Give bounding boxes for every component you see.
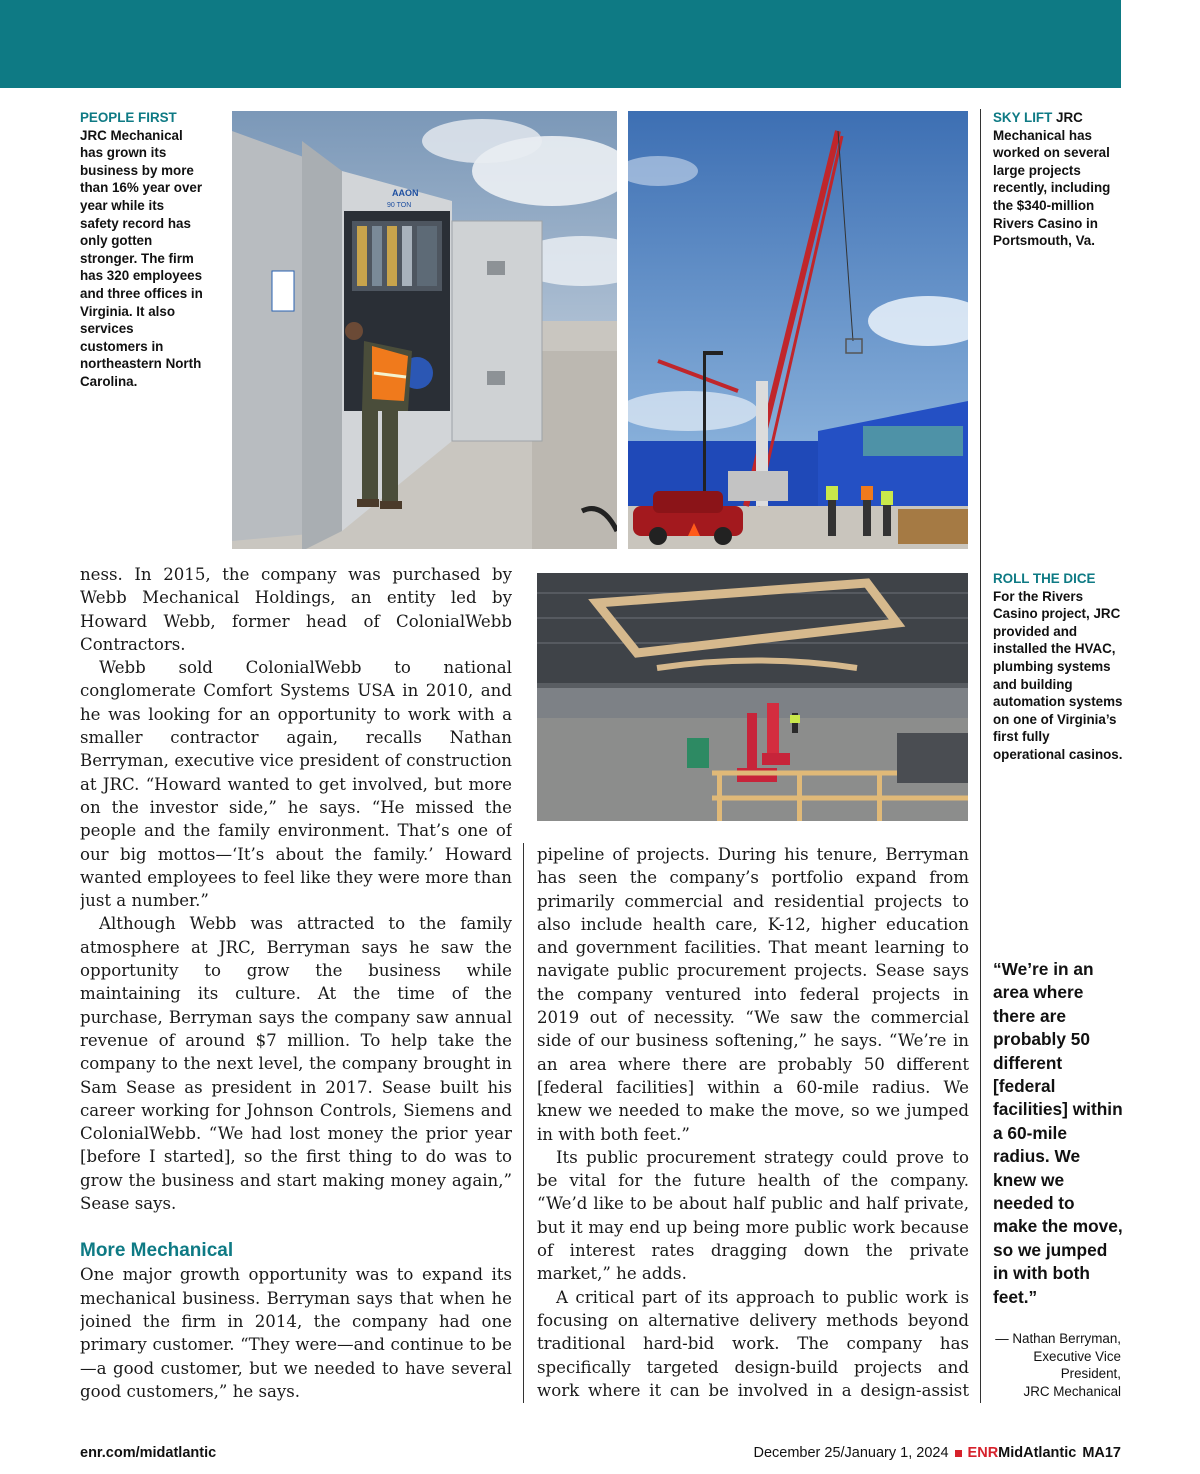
caption-text: JRC Mechanical has worked on several large projects recently, including the $340-million Rivers Casino in Portsmouth, Va. [993, 110, 1111, 249]
photo-hvac-technician [232, 111, 617, 549]
article-paragraph: Its public procurement strategy could prove to be vital for the future health of the company. “We’d like to be about half public and half private, but it may end up being more public work because of interest rates dragging down the private market,” he adds. [537, 1147, 969, 1284]
footer-website: enr.com/midatlantic [80, 1445, 217, 1461]
article-paragraph: ness. In 2015, the company was purchased by Webb Mechanical Holdings, an entity led by Howard Webb, former head of ColonialWebb Contractors. [80, 565, 512, 654]
article-paragraph: A critical part of its approach to public work is focusing on alternative delivery methods beyond traditional hard-bid work. The company has specifically targeted design-build projects and work where it can be involved in a design-assist [537, 1287, 969, 1400]
attribution-title: Executive Vice President, [1033, 1348, 1121, 1381]
pull-quote: “We’re in an area where there are probably 50 different [federal facilities] within a 60-mile radius. We knew we needed to make the move, so we jumped in with both feet.” [993, 959, 1123, 1307]
article-column-2 [537, 843, 969, 1403]
footer-folio [753, 1445, 1121, 1461]
footer-date: December 25/January 1, 2024 [753, 1445, 949, 1461]
article-column-1 [80, 563, 512, 1403]
footer-brand: ENR [967, 1445, 999, 1461]
hvac-brand-label: AAON [392, 188, 419, 198]
caption-kicker: PEOPLE FIRST [80, 110, 177, 125]
square-bullet-icon [955, 1450, 962, 1457]
caption-text: JRC Mechanical has grown its business by more than 16% year over year while its safety record has only gotten stronger. The firm has 320 employees and three offices in Virginia. It also services customers in northeastern North Carolina. [80, 127, 203, 389]
caption-sky-lift [993, 109, 1123, 250]
caption-text: For the Rivers Casino project, JRC provided and installed the HVAC, plumbing systems and building automation systems on one of Virginia’s first fully operational casinos. [993, 588, 1123, 762]
attribution-name: — Nathan Berryman, [995, 1331, 1121, 1346]
column-divider [523, 843, 524, 1403]
attribution-company: JRC Mechanical [1023, 1383, 1121, 1399]
photo-crane-casino [628, 111, 968, 549]
hvac-tonnage-label: 90 TON [387, 202, 412, 209]
caption-kicker: ROLL THE DICE [993, 571, 1096, 586]
pull-quote-attribution [993, 1330, 1121, 1400]
caption-people-first [80, 109, 205, 391]
article-paragraph: Webb sold ColonialWebb to national conglomerate Comfort Systems USA in 2010, and he was looking for an opportunity to work with a smaller contractor again, recalls Nathan Berryman, executive vice president of construction at JRC. “Howard wanted to get involved, but more on the investor side,” he says. “He missed the people and the family environment. That’s one of our big mottos—‘It’s about the family.’ Howard wanted employees to feel like they were more than just a number.” [80, 658, 512, 911]
caption-kicker: SKY LIFT [993, 110, 1053, 125]
header-color-band [0, 0, 1121, 88]
article-paragraph: pipeline of projects. During his tenure, Berryman has seen the company’s portfolio expand from primarily commercial and residential projects to also include health care, K-12, higher education and government facilities. That meant learning to navigate public procurement projects. Sease says the company ventured into federal projects in 2019 out of necessity. “We saw the commercial side of our business softening,” he says. “We’re in an area where there are probably 50 different [federal facilities] within a 60-mile radius. We knew we needed to make the move, so we jumped in with both feet.” [537, 845, 969, 1144]
footer-publication: MidAtlantic [998, 1445, 1077, 1461]
photo-casino-interior [537, 573, 968, 821]
section-subhead: More Mechanical [80, 1240, 234, 1262]
article-paragraph: Although Webb was attracted to the family atmosphere at JRC, Berryman says he saw the opportunity to grow the business while maintaining its culture. At the time of the purchase, Berryman says the company saw annual revenue of around $7 million. To help take the company to the next level, the company brought in Sam Sease as president in 2017. Sease built his career working for Johnson Controls, Siemens and ColonialWebb. “We had lost money the prior year [before I started], so the first thing to do was to grow the business and start making money again,” Sease says. [80, 914, 512, 1214]
sidebar-divider [980, 109, 981, 1403]
footer-page-number: MA17 [1082, 1445, 1121, 1461]
article-paragraph: One major growth opportunity was to expand its mechanical business. Berryman says that when he joined the firm in 2014, the company had one primary customer. “They were—and continue to be—a good customer, but we needed to have several good customers,” he says. [80, 1265, 512, 1401]
caption-roll-the-dice [993, 570, 1123, 764]
